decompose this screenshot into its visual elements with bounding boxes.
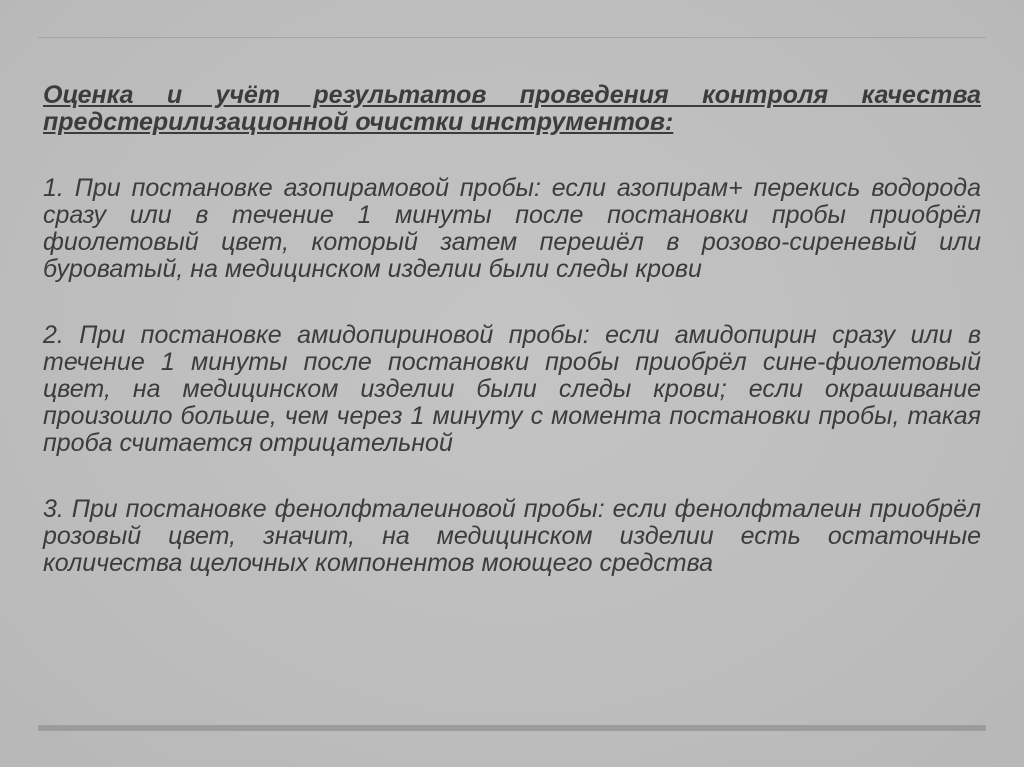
paragraph-amidopyrine-test: 2. При постановке амидопириновой пробы: если амидопирин сразу или в течение 1 минуты после постановки пробы приобрёл сине-фиолетовый цвет, на медицинском изделии были следы крови; если окрашивание произошло больше, чем через 1 минуту с момента постановки пробы, такая проба считается отрицательной	[43, 321, 981, 457]
bottom-divider	[38, 725, 986, 731]
slide-heading: Оценка и учёт результатов проведения контроля качества предстерилизационной очистки инструментов:	[43, 81, 981, 136]
paragraph-azopyram-test: 1. При постановке азопирамовой пробы: если азопирам+ перекись водорода сразу или в течение 1 минуты после постановки пробы приобрёл фиолетовый цвет, который затем перешёл в розово-сиреневый или буроватый, на медицинском изделии были следы крови	[43, 174, 981, 283]
slide-content	[43, 82, 981, 577]
top-divider	[38, 37, 986, 38]
paragraph-phenolphthalein-test: 3. При постановке фенолфталеиновой пробы: если фенолфталеин приобрёл розовый цвет, значит, на медицинском изделии есть остаточные количества щелочных компонентов моющего средства	[43, 495, 981, 577]
